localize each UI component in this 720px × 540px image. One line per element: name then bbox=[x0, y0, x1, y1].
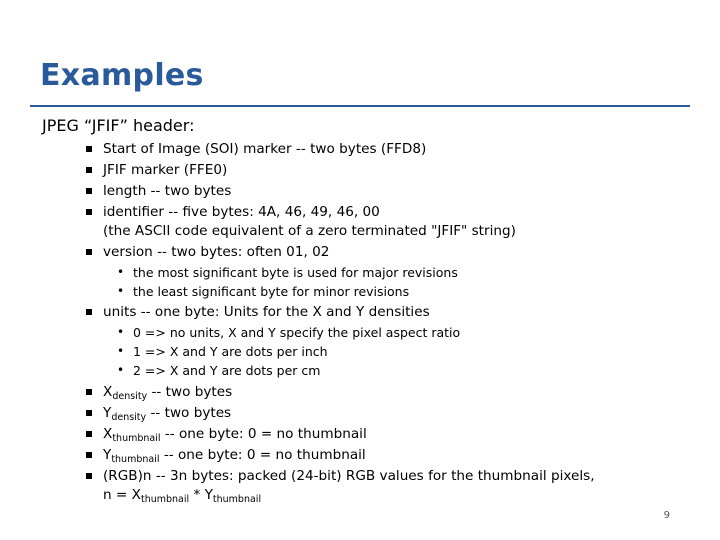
bullet-square-icon bbox=[86, 466, 92, 486]
sub-list-item: 2 => X and Y are dots per cm bbox=[133, 363, 321, 378]
bullet-dot-icon bbox=[117, 282, 124, 301]
subheading: JPEG “JFIF” header: bbox=[42, 116, 195, 135]
bullet-square-icon bbox=[86, 160, 92, 180]
list-item-rgb: (RGB)n -- 3n bytes: packed (24-bit) RGB values for the thumbnail pixels, bbox=[103, 468, 595, 484]
list-item-ydensity: $Y_{density}$ -- two bytes bbox=[103, 405, 232, 423]
list-item: length -- two bytes bbox=[103, 183, 232, 199]
list-item-xdensity: $X_{density}$ -- two bytes bbox=[103, 384, 233, 402]
bullet-square-icon bbox=[86, 403, 92, 423]
bullet-square-icon bbox=[86, 242, 92, 262]
sub-list-item: the most significant byte is used for major revisions bbox=[133, 265, 458, 280]
slide-title: Examples bbox=[40, 58, 204, 93]
list-item-xthumbnail: $X_{thumbnail}$ -- one byte: 0 = no thumbnail bbox=[103, 426, 367, 444]
list-item-ythumbnail: $Y_{thumbnail}$ -- one byte: 0 = no thumbnail bbox=[103, 447, 366, 465]
sub-list-item: 1 => X and Y are dots per inch bbox=[133, 344, 328, 359]
bullet-dot-icon bbox=[117, 323, 124, 342]
page-number: 9 bbox=[663, 510, 670, 521]
bullet-dot-icon bbox=[117, 263, 124, 282]
bullet-dot-icon bbox=[117, 342, 124, 361]
title-divider bbox=[30, 105, 690, 107]
bullet-square-icon bbox=[86, 302, 92, 322]
sub-list-item: 0 => no units, X and Y specify the pixel aspect ratio bbox=[133, 325, 461, 340]
list-item: identifier -- five bytes: 4A, 46, 49, 46, 00 bbox=[103, 204, 380, 220]
bullet-square-icon bbox=[86, 139, 92, 159]
list-item: units -- one byte: Units for the X and Y densities bbox=[103, 304, 430, 320]
sub-list-item: the least significant byte for minor revisions bbox=[133, 284, 410, 299]
list-item: Start of Image (SOI) marker -- two bytes (FFD8) bbox=[103, 141, 427, 157]
list-item-rgb-formula: $n = X_{thumbnail} * Y_{thumbnail}$ bbox=[103, 487, 262, 505]
list-item: JFIF marker (FFE0) bbox=[103, 162, 228, 178]
list-item: version -- two bytes: often 01, 02 bbox=[103, 244, 330, 260]
bullet-square-icon bbox=[86, 445, 92, 465]
bullet-square-icon bbox=[86, 202, 92, 222]
bullet-square-icon bbox=[86, 382, 92, 402]
bullet-square-icon bbox=[86, 181, 92, 201]
list-item-continuation: (the ASCII code equivalent of a zero terminated "JFIF" string) bbox=[103, 223, 516, 239]
bullet-square-icon bbox=[86, 424, 92, 444]
bullet-dot-icon bbox=[117, 361, 124, 380]
